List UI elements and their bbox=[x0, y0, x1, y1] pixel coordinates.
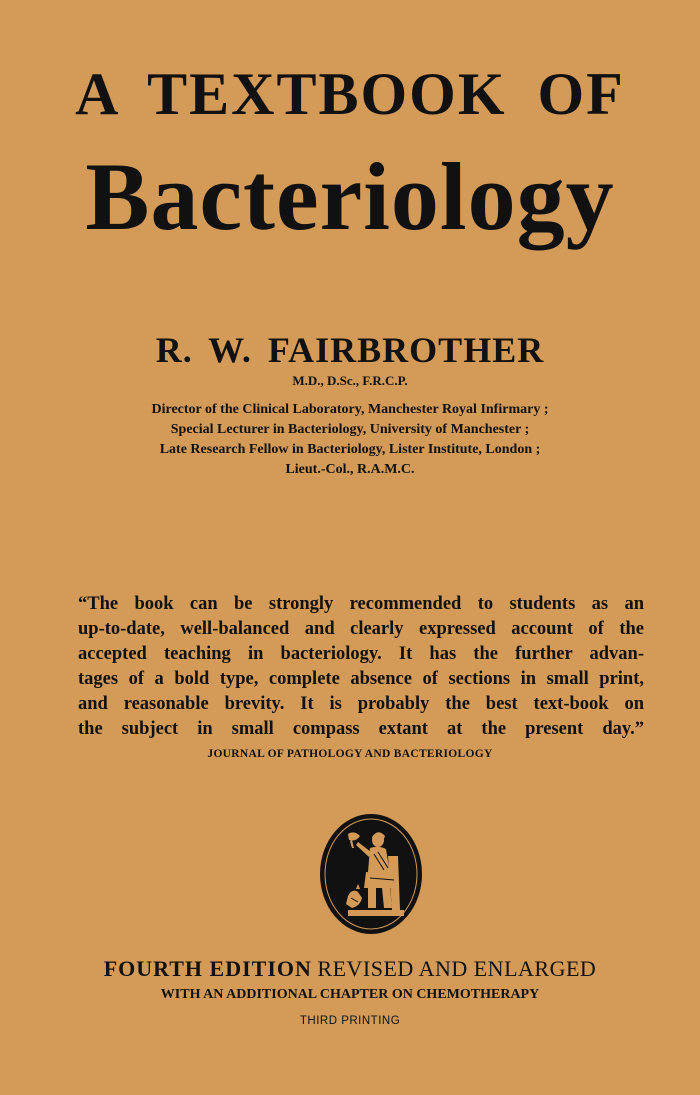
author-appointments bbox=[0, 400, 700, 480]
appointment-line: Lieut.-Col., R.A.M.C. bbox=[285, 462, 415, 477]
quote-line: and reasonable brevity. It is probably the best text-book on bbox=[78, 694, 644, 714]
quote-line: up-to-date, well-balanced and clearly expressed account of the bbox=[78, 619, 644, 639]
quote-line: accepted teaching in bacteriology. It has the further advan- bbox=[78, 644, 644, 664]
quote-line: the subject in small compass extant at the present day.” bbox=[78, 719, 644, 739]
edition-label: FOURTH EDITION bbox=[103, 956, 312, 981]
author-name: R. W. FAIRBROTHER bbox=[155, 330, 545, 370]
appointment-line: Director of the Clinical Laboratory, Manchester Royal Infirmary ; bbox=[151, 402, 549, 417]
edition-line bbox=[0, 955, 700, 983]
printing-note: THIRD PRINTING bbox=[299, 1015, 401, 1027]
additional-chapter-note: WITH AN ADDITIONAL CHAPTER ON CHEMOTHERAPY bbox=[160, 987, 540, 1002]
appointment-line: Special Lecturer in Bacteriology, University of Manchester ; bbox=[170, 422, 530, 437]
review-quote bbox=[78, 592, 644, 742]
author-degrees: M.D., D.Sc., F.R.C.P. bbox=[292, 373, 408, 388]
title-line-1: A TEXTBOOK OF bbox=[75, 61, 625, 127]
appointment-line: Late Research Fellow in Bacteriology, Lister Institute, London ; bbox=[159, 442, 541, 457]
title-line-2: Bacteriology bbox=[85, 143, 615, 250]
quote-line: “The book can be strongly recommended to students as an bbox=[78, 594, 644, 614]
publisher-emblem-icon bbox=[318, 812, 424, 936]
edition-note: REVISED AND ENLARGED bbox=[317, 956, 597, 981]
quote-source: JOURNAL OF PATHOLOGY AND BACTERIOLOGY bbox=[207, 748, 493, 760]
quote-line: tages of a bold type, complete absence of sections in small print, bbox=[78, 669, 644, 689]
